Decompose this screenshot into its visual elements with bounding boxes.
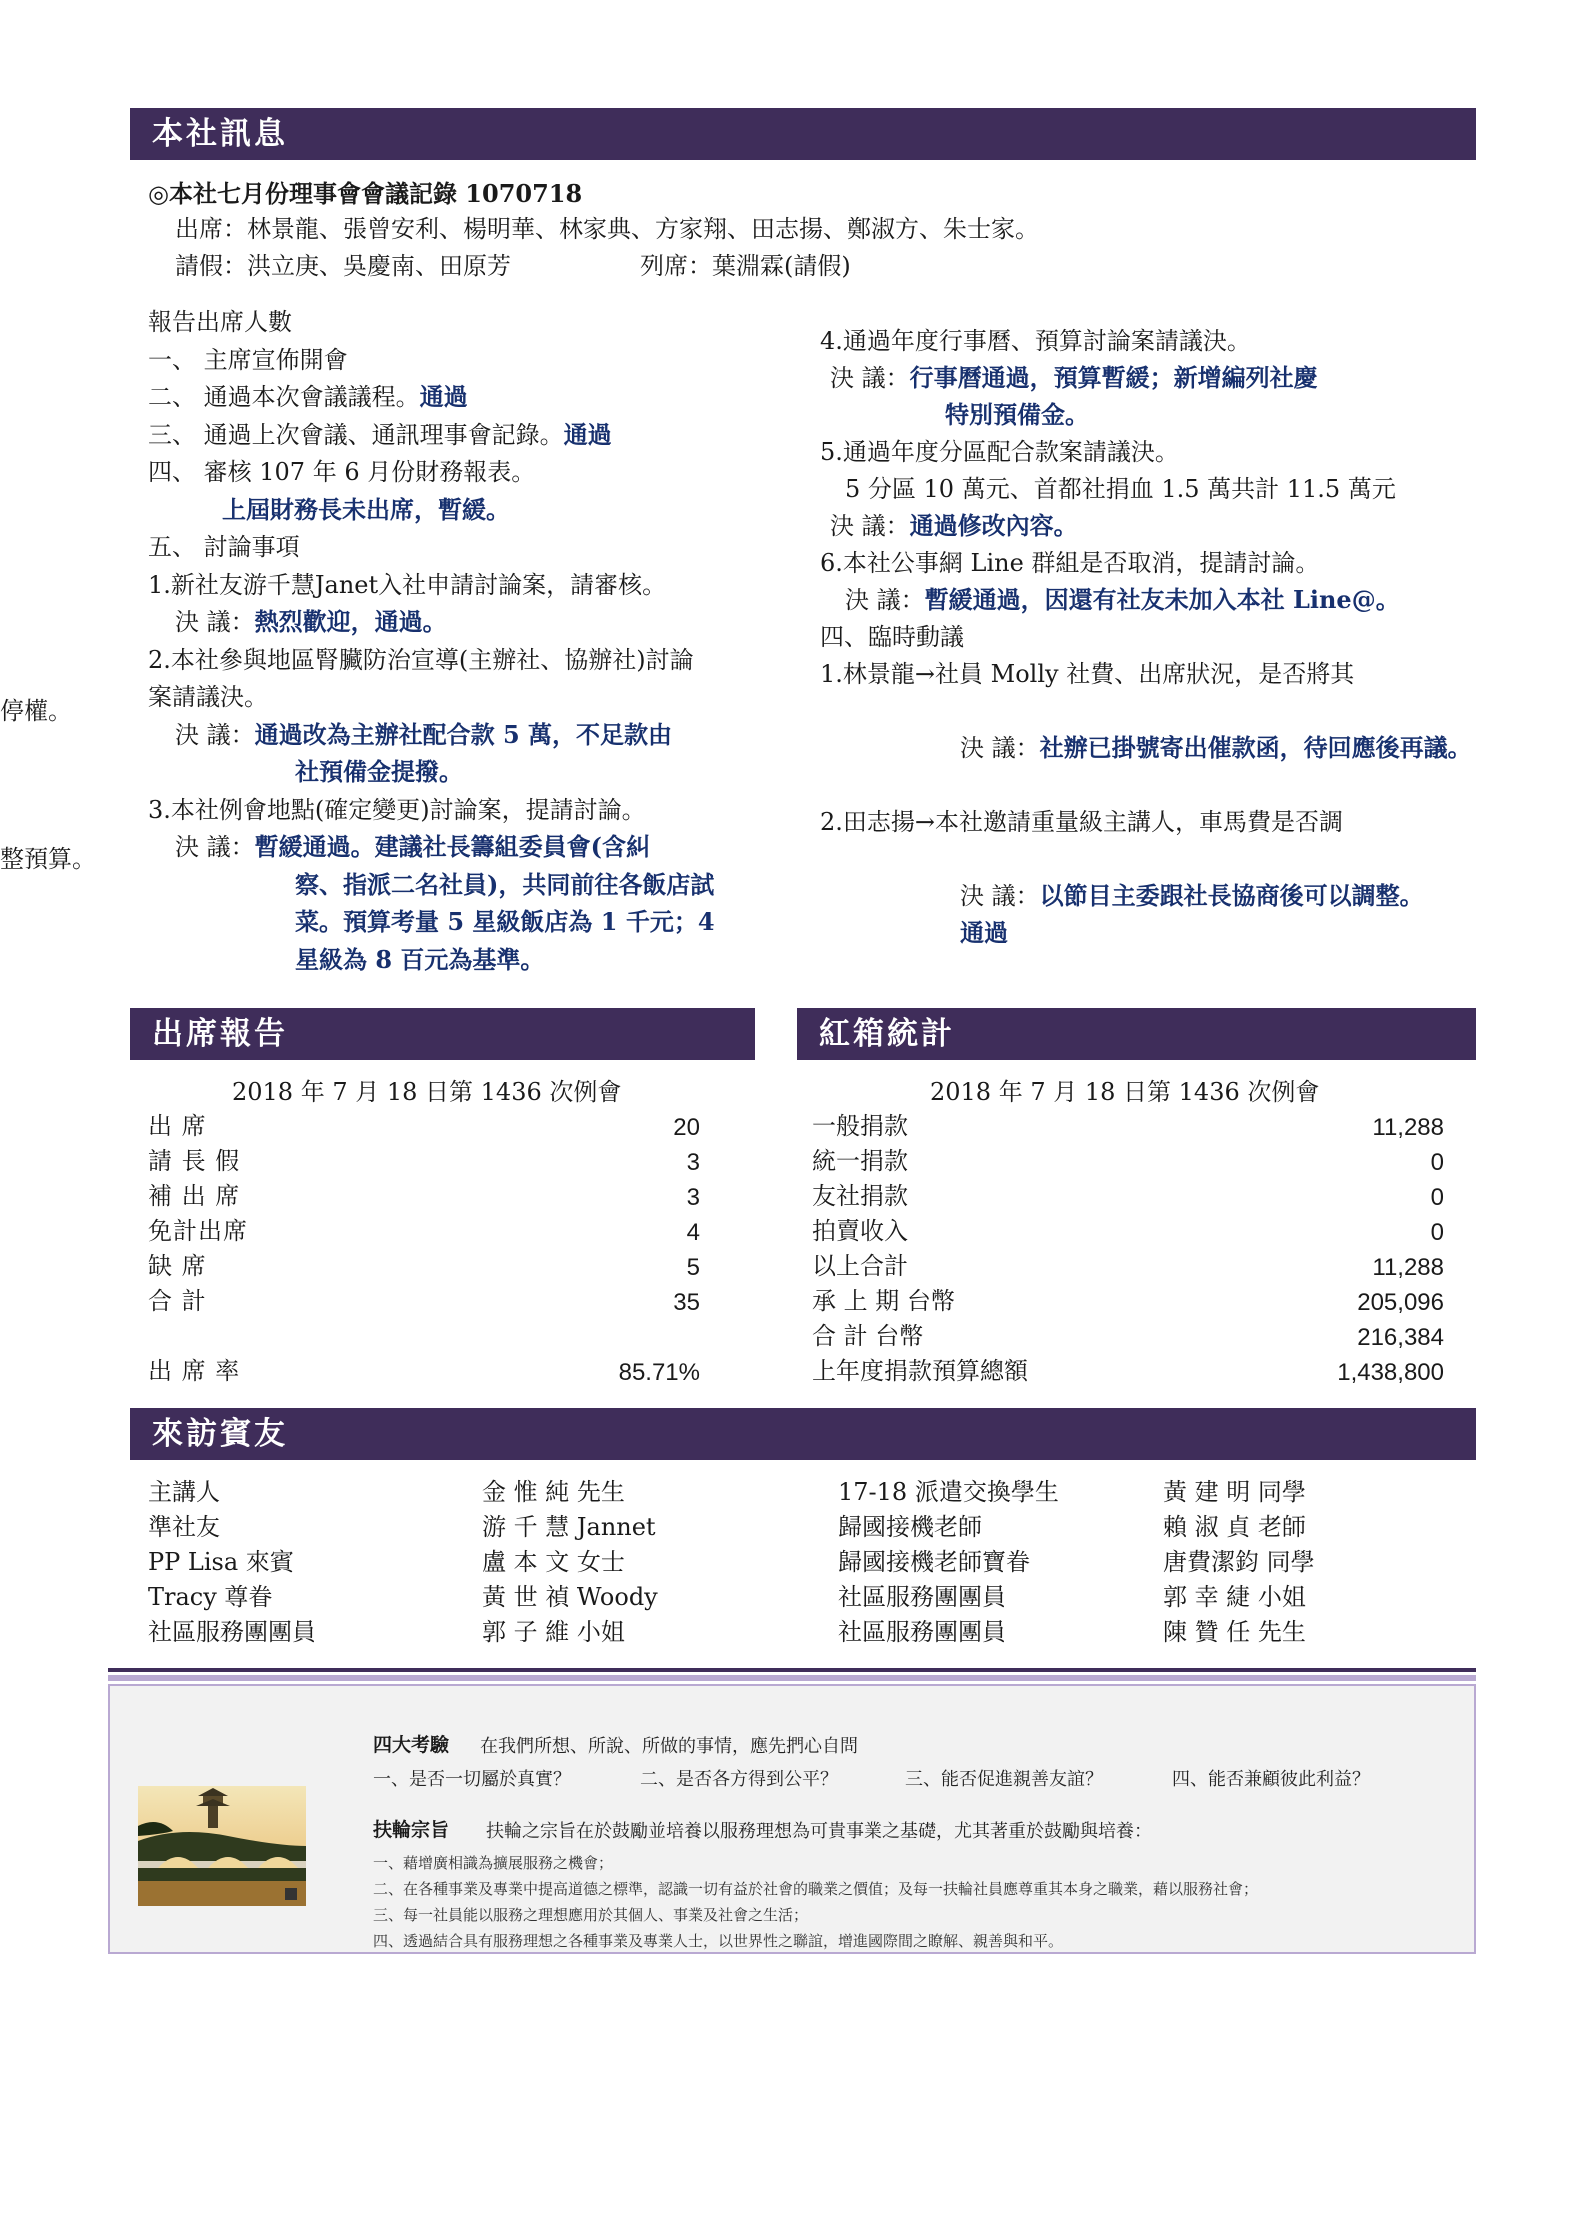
minutes-line	[845, 584, 1400, 616]
redbox-value: 0	[1430, 1184, 1444, 1211]
redbox-label: 拍賣收入	[812, 1217, 908, 1245]
observer-list: 列席：葉淵霖(請假)	[640, 252, 851, 280]
minutes-line-text: 菜。預算考量 5 星級飯店為 1 千元；4	[295, 907, 715, 936]
minutes-line-text: 二、 通過本次會議議程。	[148, 383, 420, 411]
minutes-line-text: 決 議：	[175, 608, 255, 636]
visitor-cell: PP Lisa 來賓	[148, 1548, 294, 1576]
minutes-line-text: 6.本社公事網 Line 群組是否取消，提請討論。	[820, 549, 1320, 577]
redbox-label: 統一捐款	[812, 1147, 908, 1175]
minutes-line-text: 特別預備金。	[945, 400, 1089, 429]
minutes-line	[148, 531, 300, 563]
attendance-label: 請 長 假	[148, 1147, 241, 1175]
minutes-line	[830, 510, 1078, 542]
minutes-decision: 通過	[563, 419, 612, 449]
minutes-line-text: 通過	[960, 918, 1008, 947]
minutes-line	[945, 399, 1089, 431]
visitor-cell: 盧 本 文 女士	[482, 1548, 625, 1576]
minutes-decision: 通過改為主辦社配合款 5 萬，不足款由	[254, 719, 673, 749]
redbox-value: 205,096	[1357, 1289, 1444, 1316]
minutes-line-text: 3.本社例會地點(確定變更)討論案，提請討論。	[148, 795, 646, 824]
visitor-cell: 歸國接機老師寶眷	[838, 1548, 1030, 1576]
minutes-line-text: 5 分區 10 萬元、首都社捐血 1.5 萬共計 11.5 萬元	[845, 475, 1396, 503]
minutes-line-text: 決 議：	[830, 364, 910, 392]
minutes-line-text: 決 議：	[960, 882, 1040, 910]
visitor-cell: 陳 贊 任 先生	[1163, 1618, 1306, 1646]
minutes-line	[148, 419, 612, 451]
minutes-line-text: 五、 討論事項	[148, 533, 300, 561]
minutes-line	[820, 325, 1251, 357]
section-header-news: 本社訊息	[130, 108, 1476, 160]
minutes-line	[175, 606, 447, 638]
minutes-line-text: 一、 主席宣佈開會	[148, 345, 348, 374]
minutes-decision: 行事曆通過，預算暫緩；新增編列社慶	[909, 363, 1318, 392]
four-way-test-item: 三、能否促進親善友誼？	[905, 1769, 1103, 1789]
visitor-cell: 準社友	[148, 1513, 220, 1541]
redbox-value: 216,384	[1357, 1324, 1444, 1351]
attendance-value: 3	[686, 1184, 700, 1211]
leave-list: 請假：洪立庚、吳慶南、田原芳	[175, 252, 511, 280]
minutes-line-text: 四、臨時動議	[820, 623, 964, 651]
minutes-line-text: 停權。	[0, 697, 72, 725]
minutes-line-text: 決 議：	[830, 512, 910, 540]
redbox-value: 0	[1430, 1219, 1444, 1246]
minutes-line	[820, 621, 964, 653]
visitor-cell: 賴 淑 貞 老師	[1163, 1513, 1306, 1541]
attendance-label: 補 出 席	[148, 1182, 241, 1210]
minutes-line	[148, 381, 468, 413]
minutes-line	[175, 831, 650, 863]
minutes-decision: 以節目主委跟社長協商後可以調整。	[1039, 881, 1424, 910]
footer-top-line	[108, 1668, 1476, 1672]
visitor-cell: Tracy 尊眷	[148, 1583, 273, 1611]
minutes-line	[960, 732, 1472, 764]
object-title: 扶輪宗旨	[373, 1819, 450, 1841]
minutes-line	[148, 681, 268, 713]
four-way-test-desc: 在我們所想、所說、所做的事情，應先捫心自問	[480, 1736, 858, 1756]
redbox-label: 承 上 期 台幣	[812, 1287, 955, 1315]
attendance-value: 3	[686, 1149, 700, 1176]
redbox-label: 一般捐款	[812, 1112, 908, 1140]
object-item: 四、透過結合具有服務理想之各種事業及專業人士，以世界性之聯誼，增進國際間之瞭解、親善與和平。	[373, 1933, 1064, 1950]
pagoda-bridge-image	[138, 1786, 306, 1906]
attendance-date: 2018 年 7 月 18 日第 1436 次例會	[232, 1078, 622, 1106]
footer-top-line-light	[108, 1675, 1476, 1681]
visitor-cell: 歸國接機老師	[838, 1513, 982, 1541]
visitor-cell: 黃 世 禎 Woody	[482, 1583, 658, 1611]
redbox-label: 合 計 台幣	[812, 1322, 924, 1350]
attendance-value: 20	[673, 1114, 700, 1141]
minutes-line	[820, 436, 1179, 468]
minutes-line-text: 決 議：	[960, 734, 1040, 762]
minutes-line	[295, 869, 714, 901]
minutes-decision: 熱烈歡迎，通過。	[254, 607, 447, 636]
visitor-cell: 唐費潔鈞 同學	[1163, 1548, 1315, 1576]
minutes-line	[175, 719, 672, 751]
minutes-line-text: 1.新社友游千慧Janet入社申請討論案，請審核。	[148, 570, 667, 599]
attendance-value: 5	[686, 1254, 700, 1281]
minutes-line	[295, 906, 715, 938]
redbox-value: 11,288	[1372, 1254, 1444, 1281]
attendance-list: 出席：林景龍、張曾安利、楊明華、林家典、方家翔、田志揚、鄭淑方、朱士家。	[175, 215, 1039, 243]
minutes-line	[960, 917, 1008, 949]
minutes-line-text: 三、 通過上次會議、通訊理事會記錄。	[148, 420, 564, 449]
minutes-line	[148, 456, 535, 488]
minutes-line	[820, 658, 1354, 690]
redbox-label: 友社捐款	[812, 1182, 908, 1210]
minutes-line-text: 上屆財務長未出席，暫緩。	[222, 494, 510, 524]
attendance-value: 85.71%	[618, 1359, 700, 1386]
redbox-value: 0	[1430, 1149, 1444, 1176]
minutes-decision: 暫緩通過，因還有社友未加入本社 Line@。	[924, 585, 1400, 614]
minutes-decision: 社辦已掛號寄出催款函，待回應後再議。	[1039, 733, 1472, 762]
visitor-cell: 金 惟 純 先生	[482, 1478, 625, 1506]
minutes-line	[295, 944, 544, 976]
minutes-line-text: 決 議：	[175, 833, 255, 861]
object-item: 三、每一社員能以服務之理想應用於其個人、事業及社會之生活；	[373, 1907, 809, 1924]
minutes-line-text: 案請議決。	[148, 683, 268, 711]
visitor-cell: 社區服務團團員	[838, 1583, 1006, 1611]
minutes-line-text: 察、指派二名社員)，共同前往各飯店試	[295, 869, 715, 899]
minutes-line	[295, 756, 463, 788]
visitor-cell: 社區服務團團員	[148, 1618, 316, 1646]
minutes-line	[0, 843, 96, 875]
minutes-decision: 通過修改內容。	[909, 511, 1078, 540]
redbox-label: 上年度捐款預算總額	[812, 1357, 1028, 1385]
minutes-line-text: 決 議：	[845, 586, 925, 614]
object-item: 二、在各種事業及專業中提高道德之標準，認識一切有益於社會的職業之價值；及每一扶輪社員應尊重其本身之職業，藉以服務社會；	[373, 1881, 1259, 1898]
redbox-value: 11,288	[1372, 1114, 1444, 1141]
attendance-value: 35	[673, 1289, 700, 1316]
redbox-value: 1,438,800	[1337, 1359, 1444, 1386]
minutes-line-text: 1.林景龍→社員 Molly 社費、出席狀況，是否將其	[820, 660, 1355, 688]
visitor-cell: 黃 建 明 同學	[1163, 1478, 1306, 1506]
minutes-line-text: 星級為 8 百元為基準。	[295, 944, 545, 974]
minutes-line	[830, 362, 1318, 394]
attendance-label: 出 席 率	[148, 1357, 241, 1385]
minutes-line	[222, 494, 510, 526]
minutes-line	[148, 794, 646, 826]
redbox-label: 以上合計	[812, 1252, 908, 1280]
attendance-label: 免計出席	[148, 1217, 248, 1245]
logo-stamp-icon	[285, 1888, 297, 1900]
four-way-test-item: 四、能否兼顧彼此利益？	[1172, 1769, 1370, 1789]
four-way-test-item: 二、是否各方得到公平？	[640, 1769, 838, 1789]
minutes-decision: 通過	[419, 382, 468, 411]
minutes-line	[148, 569, 666, 601]
four-way-test-title: 四大考驗	[373, 1734, 450, 1756]
minutes-line	[148, 306, 292, 338]
minutes-line-text: 5.通過年度分區配合款案請議決。	[820, 438, 1179, 466]
minutes-line	[148, 644, 694, 676]
minutes-line	[820, 806, 1343, 838]
object-item: 一、藉增廣相識為擴展服務之機會；	[373, 1855, 614, 1872]
minutes-line-text: 4.通過年度行事曆、預算討論案請議決。	[820, 327, 1251, 355]
minutes-line-text: 2.本社參與地區腎臟防治宣導(主辦社、協辦社)討論	[148, 645, 694, 674]
section-header-visitors: 來訪賓友	[130, 1408, 1476, 1460]
minutes-line	[820, 547, 1319, 579]
minutes-decision: 暫緩通過。建議社長籌組委員會(含糾	[254, 832, 650, 861]
minutes-line-text: 報告出席人數	[148, 308, 292, 336]
attendance-label: 出 席	[148, 1112, 207, 1140]
redbox-date: 2018 年 7 月 18 日第 1436 次例會	[930, 1078, 1320, 1106]
minutes-line	[845, 473, 1396, 505]
visitor-cell: 17-18 派遣交換學生	[838, 1478, 1059, 1506]
attendance-label: 合 計	[148, 1287, 207, 1315]
minutes-line-text: 整預算。	[0, 845, 96, 873]
meeting-title: ◎本社七月份理事會會議記錄 1070718	[148, 179, 583, 208]
four-way-test-item: 一、是否一切屬於真實？	[373, 1769, 571, 1789]
visitor-cell: 郭 幸 緁 小姐	[1163, 1583, 1306, 1611]
minutes-line-text: 2.田志揚→本社邀請重量級主講人，車馬費是否調	[820, 808, 1344, 836]
attendance-label: 缺 席	[148, 1252, 207, 1280]
minutes-line	[148, 344, 348, 376]
minutes-line	[0, 695, 72, 727]
section-header-redbox: 紅箱統計	[797, 1008, 1476, 1060]
minutes-line	[960, 880, 1424, 912]
minutes-line-text: 四、 審核 107 年 6 月份財務報表。	[148, 458, 536, 486]
object-desc: 扶輪之宗旨在於鼓勵並培養以服務理想為可貴事業之基礎，尤其著重於鼓勵與培養：	[486, 1821, 1152, 1841]
visitor-cell: 主講人	[148, 1478, 220, 1506]
attendance-value: 4	[686, 1219, 700, 1246]
minutes-line-text: 社預備金提撥。	[295, 757, 463, 786]
minutes-line-text: 決 議：	[175, 720, 255, 749]
visitor-cell: 社區服務團團員	[838, 1618, 1006, 1646]
visitor-cell: 郭 子 維 小姐	[482, 1618, 625, 1646]
visitor-cell: 游 千 慧 Jannet	[482, 1513, 656, 1541]
section-header-attendance: 出席報告	[130, 1008, 755, 1060]
